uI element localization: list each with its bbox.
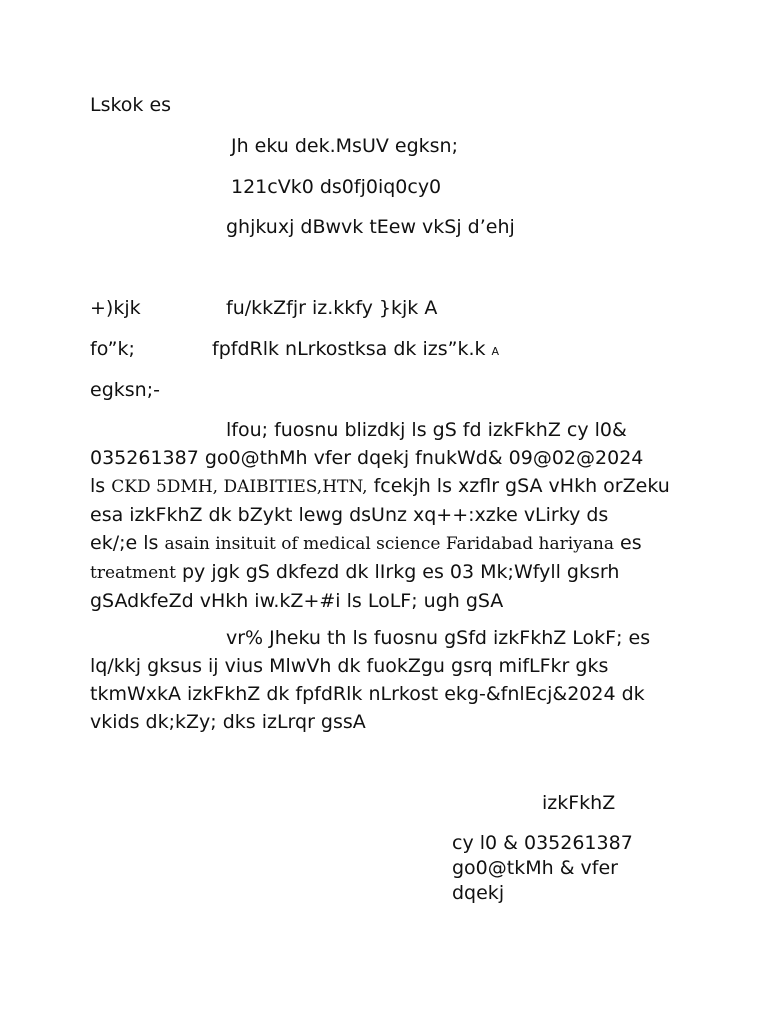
addressee-line-2: 121cVk0 ds0fj0iq0cy0 <box>231 176 442 198</box>
paragraph-2-line-3: tkmWxkA izkFkhZ dk fpfdRlk nLrkost ekg-&fnlEcj&2024 dk <box>90 683 645 705</box>
paragraph-2-line-2: lq/kkj gksus ij vius MlwVh dk fuokZgu gsrq mifLFkr gks <box>90 655 609 677</box>
addressee-line-1: Jh eku dek.MsUV egksn; <box>231 135 458 157</box>
subject-text: fpfdRlk nLrkostksa dk izs”k.k <box>212 338 486 360</box>
body-paragraph-2 <box>90 624 690 736</box>
greeting: egksn;- <box>90 379 160 401</box>
signature-line-1: cy l0 & 035261387 <box>452 832 633 854</box>
signature-line-3: dqekj <box>452 882 505 904</box>
paragraph-2-line-1: vr% Jheku th ls fuosnu gSfd izkFkhZ LokF; es <box>226 627 651 649</box>
body-paragraph-1 <box>90 416 690 615</box>
signature-line-2: go0@tkMh & vfer <box>452 857 618 879</box>
subject-value <box>212 338 499 360</box>
paragraph-1-line-3: ls CKD 5DMH, DAIBITIES,HTN, fcekjh ls xzflr gSA vHkh orZeku <box>90 475 670 497</box>
paragraph-1-line-5: ek/;e ls asain insituit of medical science Faridabad hariyana es <box>90 532 642 554</box>
paragraph-1-line-7: gSAdkfeZd vHkh iw.kZ+#i ls LoLF; ugh gSA <box>90 590 504 612</box>
paragraph-1-line-1: lfou; fuosnu blizdkj ls gS fd izkFkhZ cy l0& <box>226 419 627 441</box>
addressee-line-3: ghjkuxj dBwvk tEew vkSj d’ehj <box>226 216 515 238</box>
signature-title: izkFkhZ <box>542 792 616 814</box>
subject-label: fo”k; <box>90 338 135 360</box>
subject-suffix: A <box>491 345 500 358</box>
paragraph-1-line-6: treatment py jgk gS dkfezd dk lIrkg es 03 Mk;Wfyll gksrh <box>90 561 620 583</box>
salutation: Lskok es <box>90 94 172 116</box>
paragraph-1-line-4: esa izkFkhZ dk bZykt lewg dsUnz xq++:xzke vLirky ds <box>90 504 609 526</box>
paragraph-2-line-4: vkids dk;kZy; dks izLrqr gssA <box>90 711 366 733</box>
through-value: fu/kkZfjr iz.kkfy }kjk A <box>226 297 438 319</box>
through-label: +)kjk <box>90 297 141 319</box>
paragraph-1-line-2: 035261387 go0@thMh vfer dqekj fnukWd& 09@02@2024 <box>90 447 644 469</box>
